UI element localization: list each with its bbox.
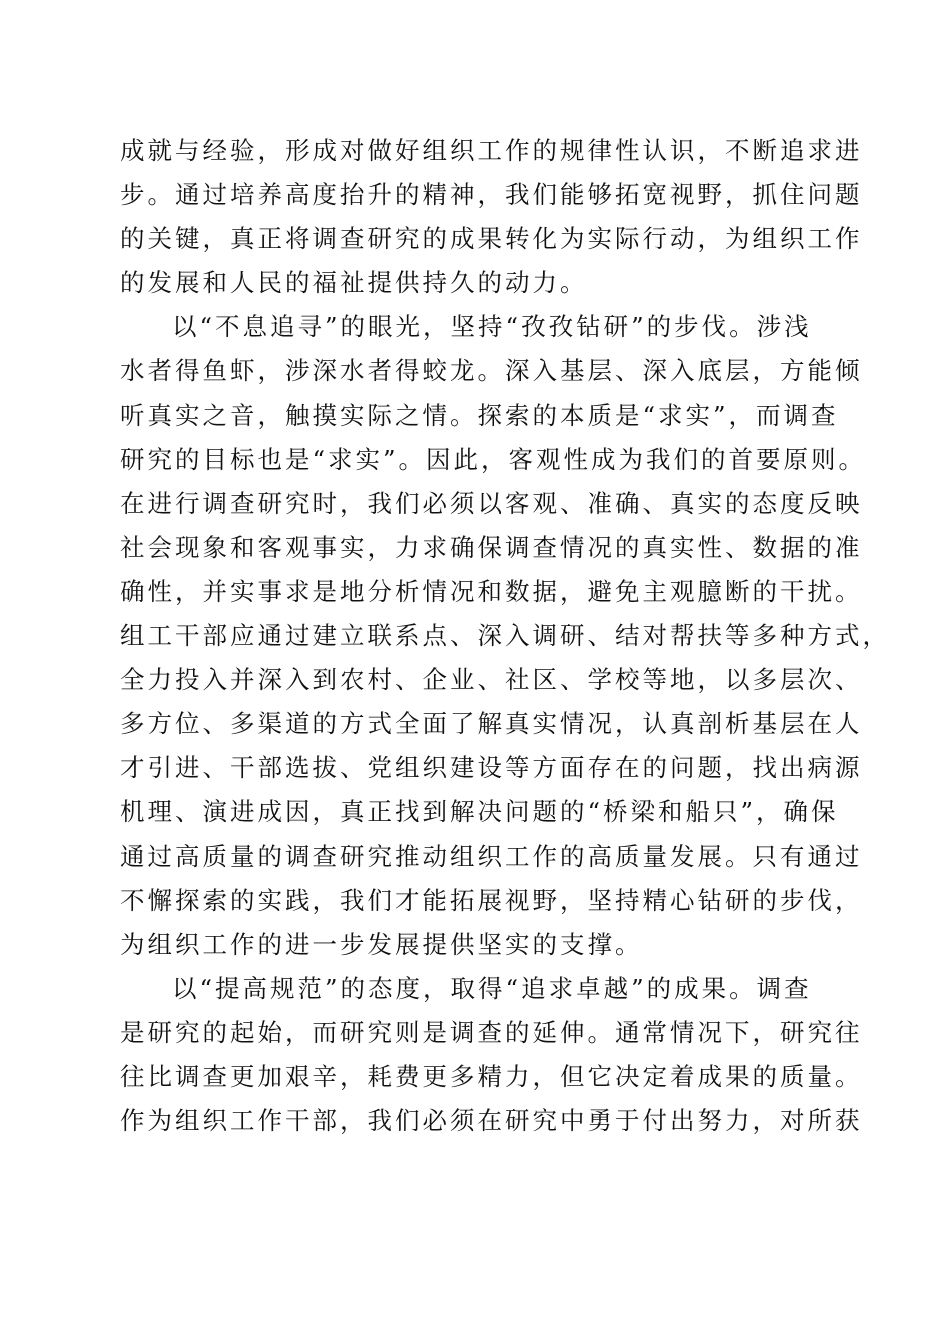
body-text bbox=[120, 129, 890, 1143]
text-line: 成就与经验，形成对做好组织工作的规律性认识，不断追求进 bbox=[120, 136, 863, 165]
text-line: 的关键，真正将调查研究的成果转化为实际行动，为组织工作 bbox=[120, 224, 863, 254]
text-line: 社会现象和客观事实，力求确保调查情况的真实性、数据的准 bbox=[120, 532, 863, 562]
text-line: 在进行调查研究时，我们必须以客观、准确、真实的态度反映 bbox=[120, 488, 863, 518]
text-line: 多方位、多渠道的方式全面了解真实情况，认真剖析基层在人 bbox=[120, 709, 863, 739]
text-line: 机理、演进成因，真正找到解决问题的“桥梁和船只”，确保 bbox=[120, 797, 839, 827]
text-line: 为组织工作的进一步发展提供坚实的支撑。 bbox=[120, 929, 643, 959]
paragraph-first-line: 以“提高规范”的态度，取得“追求卓越”的成果。调查 bbox=[172, 973, 812, 1003]
text-line: 组工干部应通过建立联系点、深入调研、结对帮扶等多种方式， bbox=[120, 621, 890, 651]
text-line: 确性，并实事求是地分析情况和数据，避免主观臆断的干扰。 bbox=[120, 576, 863, 606]
text-line: 往比调查更加艰辛，耗费更多精力，但它决定着成果的质量。 bbox=[120, 1061, 863, 1091]
text-line: 全力投入并深入到农村、企业、社区、学校等地，以多层次、 bbox=[120, 665, 863, 695]
text-line: 研究的目标也是“求实”。因此，客观性成为我们的首要原则。 bbox=[120, 444, 867, 474]
text-line: 不懈探索的实践，我们才能拓展视野，坚持精心钻研的步伐， bbox=[120, 885, 863, 915]
text-line: 听真实之音，触摸实际之情。探索的本质是“求实”，而调查 bbox=[120, 400, 839, 430]
text-line: 是研究的起始，而研究则是调查的延伸。通常情况下，研究往 bbox=[120, 1017, 863, 1047]
text-line: 水者得鱼虾，涉深水者得蛟龙。深入基层、深入底层，方能倾 bbox=[120, 356, 863, 386]
text-line: 作为组织工作干部，我们必须在研究中勇于付出努力，对所获 bbox=[120, 1106, 863, 1136]
text-line: 才引进、干部选拔、党组织建设等方面存在的问题，找出病源 bbox=[120, 753, 863, 783]
text-line: 通过高质量的调查研究推动组织工作的高质量发展。只有通过 bbox=[120, 841, 863, 871]
text-line: 步。通过培养高度抬升的精神，我们能够拓宽视野，抓住问题 bbox=[120, 180, 863, 210]
text-line: 的发展和人民的福祉提供持久的动力。 bbox=[120, 268, 588, 298]
paragraph-first-line: 以“不息追寻”的眼光，坚持“孜孜钻研”的步伐。涉浅 bbox=[172, 312, 812, 342]
